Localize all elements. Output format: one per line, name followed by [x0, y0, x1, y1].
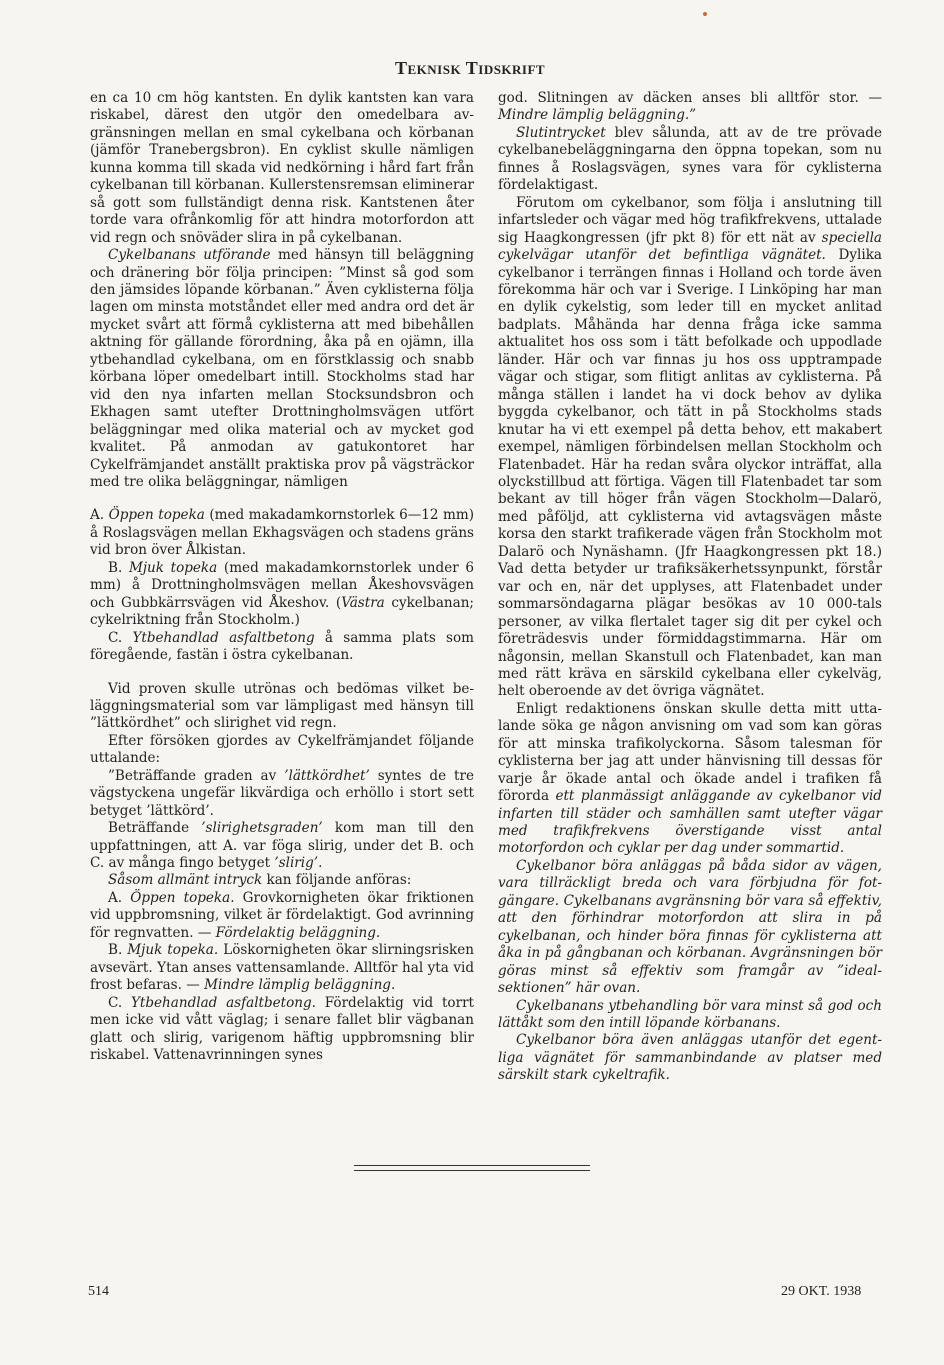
text: C. — [108, 629, 133, 646]
paragraph: Efter försöken gjordes av Cykelfrämjandet följande uttalande: — [90, 732, 474, 767]
text: kan följande anföras: — [262, 872, 412, 889]
text: Enligt redaktionens önskan skulle detta mitt uttalande söka ge någon anvisning om vad som kan göras för att minska trafikolyckorna. Såsom talesman för cyklisterna ber jag att under hänvisning till dessas för varje år ökade antal och ökade andel i trafiken få förorda — [498, 700, 882, 805]
separator-rule — [354, 1165, 590, 1166]
text: ” — [689, 107, 697, 124]
text: B. — [108, 559, 129, 576]
paragraph — [498, 701, 882, 858]
quote-paragraph — [90, 768, 474, 820]
text: (med makadamkornstorlek under 6 mm) å Drottningholmsvägen mellan Åkeshovsvägen och Gubbkärrsvägen vid Åkeshov. ( — [90, 559, 474, 611]
ink-dot — [703, 12, 707, 16]
text: Beträffande — [108, 820, 202, 837]
right-column — [498, 90, 882, 1085]
emphasis: Mjuk topeka. — [127, 942, 219, 959]
paragraph — [90, 247, 474, 491]
text: Fördelaktig vid torrt men icke vid vått väglag; i senare fallet blir vägbanan glatt och slirig, varigenom häftig uppbromsning blir riskabel. Vattenavrinningen synes — [90, 994, 474, 1064]
list-item-a — [90, 507, 474, 559]
emphasis: Fördelaktig beläggning. — [215, 924, 381, 941]
paragraph — [498, 125, 882, 195]
journal-title: Teknisk Tidskrift — [395, 58, 546, 78]
list-item-c — [90, 630, 474, 665]
text: å samma plats som föregående, fastän i östra cykelbanan. — [90, 629, 474, 664]
issue-date: 29 OKT. 1938 — [781, 1284, 862, 1299]
text: C. — [108, 994, 131, 1011]
emphasis: ’slirig’ — [274, 855, 319, 872]
assessment-b — [90, 942, 474, 994]
text: syntes de tre vägstyckena ungefär likvärdiga och erhöllo i stort sett betyget ’lättkörd’. — [90, 767, 474, 819]
emphasis: Såsom allmänt intryck — [108, 872, 263, 889]
paragraph — [498, 90, 882, 125]
text: A. — [108, 889, 131, 906]
emphasis: ’slirighetsgraden’ — [201, 820, 323, 837]
text: Dylika cykelbanor i terrängen finnas i Holland och torde även förekomma här och var i Sverige. I Linköping har man en dylik cykelstig, som leder till en mycket anlitad badplats. Måhända har denna fråga icke samma aktualitet hos oss som i tätt befolkade och uppodlade länder. Här och var finnas ju hos oss upptrampade vägar och stigar, som flitigt anlitas av cyklisterna. På många ställen i landet ha vi dock behov av dylika byggda cykelbanor, och tätt in på Stockholms stads knutar ha vi ett exempel på detta behov, ett makabert exempel, nämligen förbindelsen mellan Stockholm och Flatenbadet. Här ha redan svåra olyckor inträffat, alla olyckstillbud att förtiga. Vägen till Flatenbadet tar som bekant av till höger från vägen Stockholm—Dalarö, med påföljd, att cyklisterna vid avtagsvägen måste korsa den starkt trafikerade vägen från Stockholm mot Dalarö och Nynäshamn. (Jfr Haagkongressen pkt 18.) Vad detta betyder ur trafiksäkerhetssynpunkt, förstår var och en, när det upplyses, att Flatenbadet under sommarsöndagarna plägar besökas av 10 000-tals personer, av vilka flertalet tager sig dit per cykel och företrädesvis under förmiddagstimmarna. Här om någonsin, mellan Skanstull och Flatenbadet, kan man med rätt kräva en särskild cykelbana eller cykelväg, helt oberoende av det övriga vägnätet. — [498, 247, 882, 700]
emphasis: Mindre lämplig beläggning. — [204, 977, 396, 994]
paragraph — [90, 872, 474, 889]
emphasis: Öppen topeka — [108, 507, 205, 524]
text: blev sålunda, att av de tre prövade cykelbanebeläggningarna den öppna topekan, som nu finnes å Roslagsvägen, synes vara för cyklisterna fördelaktigast. — [498, 124, 882, 194]
left-column — [90, 90, 474, 1064]
recommendation: Cykelbanans ytbehandling bör vara minst så god och lättåkt som den intill löpande körbanans. — [498, 997, 882, 1032]
list-item-b — [90, 560, 474, 630]
emphasis: ’lättkördhet’ — [284, 767, 370, 784]
text: god. Slitningen av däcken anses bli alltför stor. — — [498, 90, 882, 106]
text: Grovkornigheten ökar friktionen vid uppbromsning, vilket är fördelaktigt. God avrinning för regnvatten. — — [90, 889, 474, 941]
text: med hänsyn till beläggning och dränering bör följa principen: ”Minst så god som den jämsides löpande körbanan.” Även cyklisterna följa lagen om minsta motståndet eller med andra ord det är mycket svårt att förmå cyklisterna att med bibehållen aktning för gällande förordning, åka på en ojämn, illa ytbehandlad cykelbana, om en förstklassig och snabb körbana löper omedelbart intill. Stockholms stad har vid den nya infarten mellan Stocksundsbron och Ekhagen samt utefter Drottningholmsvägen utfört beläggningar med olika material och av mycket god kvalitet. På anmodan av gatukontoret har Cykelfrämjandet anställt praktiska prov på vägsträckor med tre olika beläggningar, nämligen — [90, 247, 474, 490]
quote-paragraph — [90, 820, 474, 872]
text: kom man till den uppfattningen, att A. var föga slirig, under det B. och C. av många fingo betyget — [90, 820, 474, 872]
recommendation: Cykelbanor böra anläggas på båda sidor av vägen, vara tillräckligt breda och vara förbjudna för fotgängare. Cykelbanans avgränsning bör vara så effektiv, att den förhindrar motorfordon att slira in på cykelbanan, och hinder böra finnas för cyklisterna att åka in på gångbanan och körbanan. Avgränsningen bör göras minst så effektiv som framgår av ”idealsektionen” här ovan. — [498, 857, 882, 997]
text: Förutom om cykelbanor, som följa i anslutning till infartsleder och vägar med hög trafikfrekvens, uttalade sig Haagkongressen (jfr pkt 8) för ett nät av — [498, 194, 882, 246]
page-number: 514 — [88, 1284, 109, 1299]
emphasis: Öppen topeka. — [130, 889, 235, 906]
assessment-a — [90, 890, 474, 942]
emphasis: Västra — [341, 594, 385, 611]
emphasis: Cykelbanans utförande — [108, 247, 271, 264]
text: . — [318, 855, 323, 872]
emphasis: Mjuk topeka — [128, 559, 218, 576]
emphasis: Ytbehandlad asfaltbetong. — [130, 994, 316, 1011]
paragraph: en ca 10 cm hög kantsten. En dylik kantsten kan vara riskabel, därest den utgör den omedelbara avgränsningen mellan en smal cykelbana och körbanan (jämför Tranebergsbron). En cyklist skulle nämligen kunna komma till skada vid nedkörning i hård fart från cykelbanan till körbanan. Kullerstensremsan eliminerar så gott som fullständigt denna risk. Kantstenen åter torde vara ofrånkomlig för att hindra motorfordon att vid regn och snöväder slira in på cykelbanan. — [90, 90, 474, 246]
emphasis: Ytbehandlad asfaltbetong — [132, 629, 315, 646]
paragraph: Vid proven skulle utrönas och bedömas vilket beläggningsmaterial som var lämpligast med hänsyn till ”lättkördhet” och slirighet vid regn. — [90, 680, 474, 732]
recommendation: Cykelbanor böra även anläggas utanför det egentliga vägnätet för sammanbindande av platser med särskilt stark cykeltrafik. — [498, 1032, 882, 1084]
paragraph — [498, 195, 882, 701]
assessment-c — [90, 995, 474, 1065]
emphasis: ett planmässigt anläggande av cykelbanor vid infarten till städer och samhällen samt utefter vägar med trafikfrekvens överstigande visst antal motorfordon och cyklar per dag under sommartid. — [498, 788, 882, 857]
text: (med makadamkornstorlek 6—12 mm) å Roslagsvägen mellan Ekhagsvägen och stadens gräns vid bron över Ålkistan. — [90, 507, 474, 559]
text: Löskornigheten ökar slirningsrisken avsevärt. Ytan anses vattensamlande. Alltför hal yta vid frost befaras. — — [90, 942, 474, 994]
text: cykelbanan; cykelriktning från Stockholm.) — [90, 594, 474, 629]
emphasis: Slutintrycket — [516, 124, 606, 141]
emphasis: speciella cykelvägar utanför det befintliga vägnätet. — [498, 229, 882, 264]
text: ”Beträffande graden av — [108, 767, 285, 784]
text: B. — [108, 942, 128, 959]
separator-rule — [354, 1170, 590, 1171]
emphasis: Mindre lämplig beläggning. — [498, 107, 690, 124]
text: A. — [90, 507, 109, 524]
